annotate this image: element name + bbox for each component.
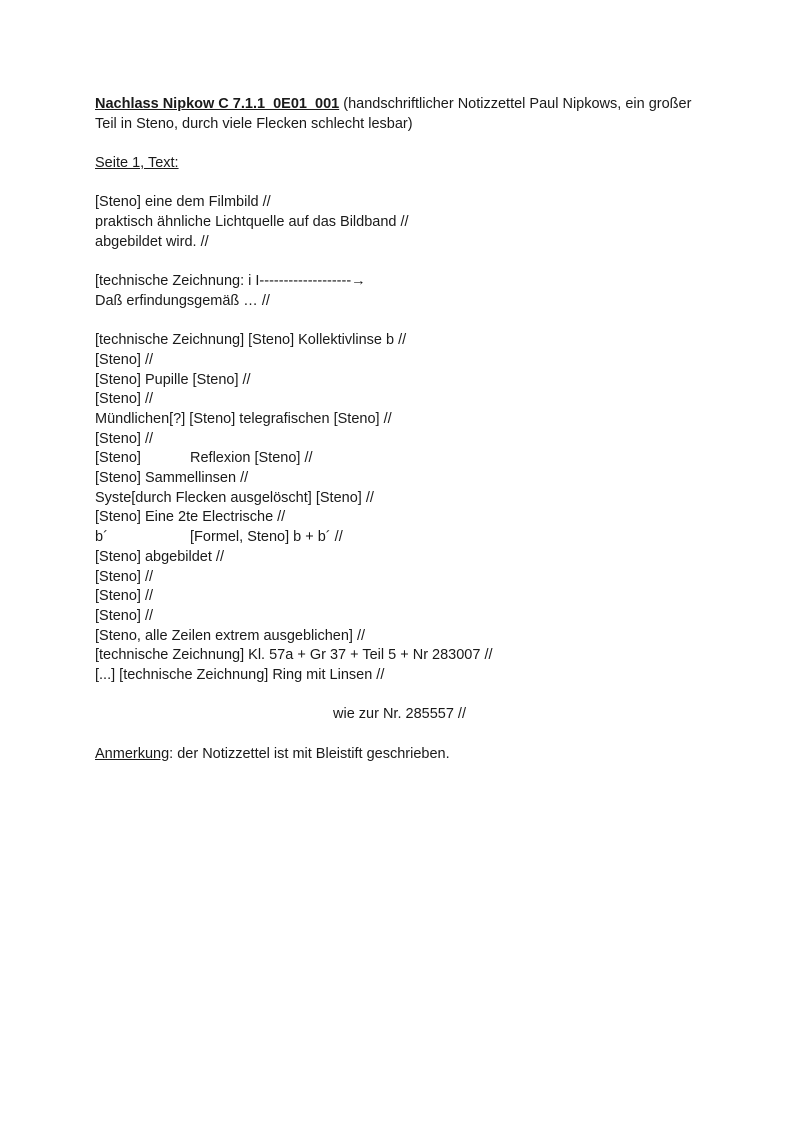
document-description-continued: Teil in Steno, durch viele Flecken schlecht lesbar) (95, 115, 413, 132)
text-line: [Steno, alle Zeilen extrem ausgeblichen] // (95, 627, 366, 644)
spacer (95, 253, 715, 273)
text-fragment: [Formel, Steno] b + b´ // (190, 529, 343, 546)
text-line (95, 449, 715, 469)
text-line: Daß erfindungsgemäß … // (95, 292, 270, 309)
text-line: [Steno] // (95, 430, 154, 447)
text-line: praktisch ähnliche Lichtquelle auf das Bildband // (95, 214, 409, 231)
document-reference: Nachlass Nipkow C 7.1.1_0E01_001 (95, 96, 340, 112)
text-line (95, 528, 715, 548)
text-line: [technische Zeichnung: i I-------------------→ (95, 273, 366, 290)
text-line: [Steno] // (95, 607, 154, 624)
text-line: [Steno] Sammellinsen // (95, 470, 249, 487)
text-fragment: b´ (95, 529, 108, 546)
note-text: : der Notizzettel ist mit Bleistift geschrieben. (169, 745, 450, 762)
note-label: Anmerkung (95, 745, 170, 762)
document-page (95, 95, 715, 764)
spacer (95, 174, 715, 194)
text-line: [Steno] Pupille [Steno] // (95, 371, 251, 388)
centered-reference-line: wie zur Nr. 285557 // (333, 706, 466, 723)
text-line: [Steno] eine dem Filmbild // (95, 194, 271, 211)
spacer (95, 725, 715, 745)
note-line (95, 745, 715, 765)
text-line: [technische Zeichnung] [Steno] Kollektivlinse b // (95, 332, 407, 349)
text-line: [Steno] // (95, 588, 154, 605)
text-line: [...] [technische Zeichnung] Ring mit Linsen // (95, 666, 385, 683)
text-line: [technische Zeichnung] Kl. 57a + Gr 37 + Teil 5 + Nr 283007 // (95, 647, 493, 664)
text-line: Syste[durch Flecken ausgelöscht] [Steno] // (95, 489, 374, 506)
spacer (95, 312, 715, 332)
spacer (95, 686, 715, 706)
spacer (95, 134, 715, 154)
text-line: [Steno] // (95, 391, 154, 408)
document-header (95, 95, 715, 115)
document-description: (handschriftlicher Notizzettel Paul Nipkows, ein großer (339, 96, 692, 112)
section-title: Seite 1, Text: (95, 155, 179, 172)
text-line: Mündlichen[?] [Steno] telegrafischen [Steno] // (95, 411, 392, 427)
text-line: abgebildet wird. // (95, 233, 209, 250)
text-line: [Steno] // (95, 568, 154, 585)
text-fragment: Reflexion [Steno] // (190, 450, 313, 467)
text-line: [Steno] abgebildet // (95, 548, 224, 565)
text-fragment: [Steno] (95, 450, 141, 467)
text-line: [Steno] Eine 2te Electrische // (95, 509, 286, 526)
text-line: [Steno] // (95, 351, 154, 368)
